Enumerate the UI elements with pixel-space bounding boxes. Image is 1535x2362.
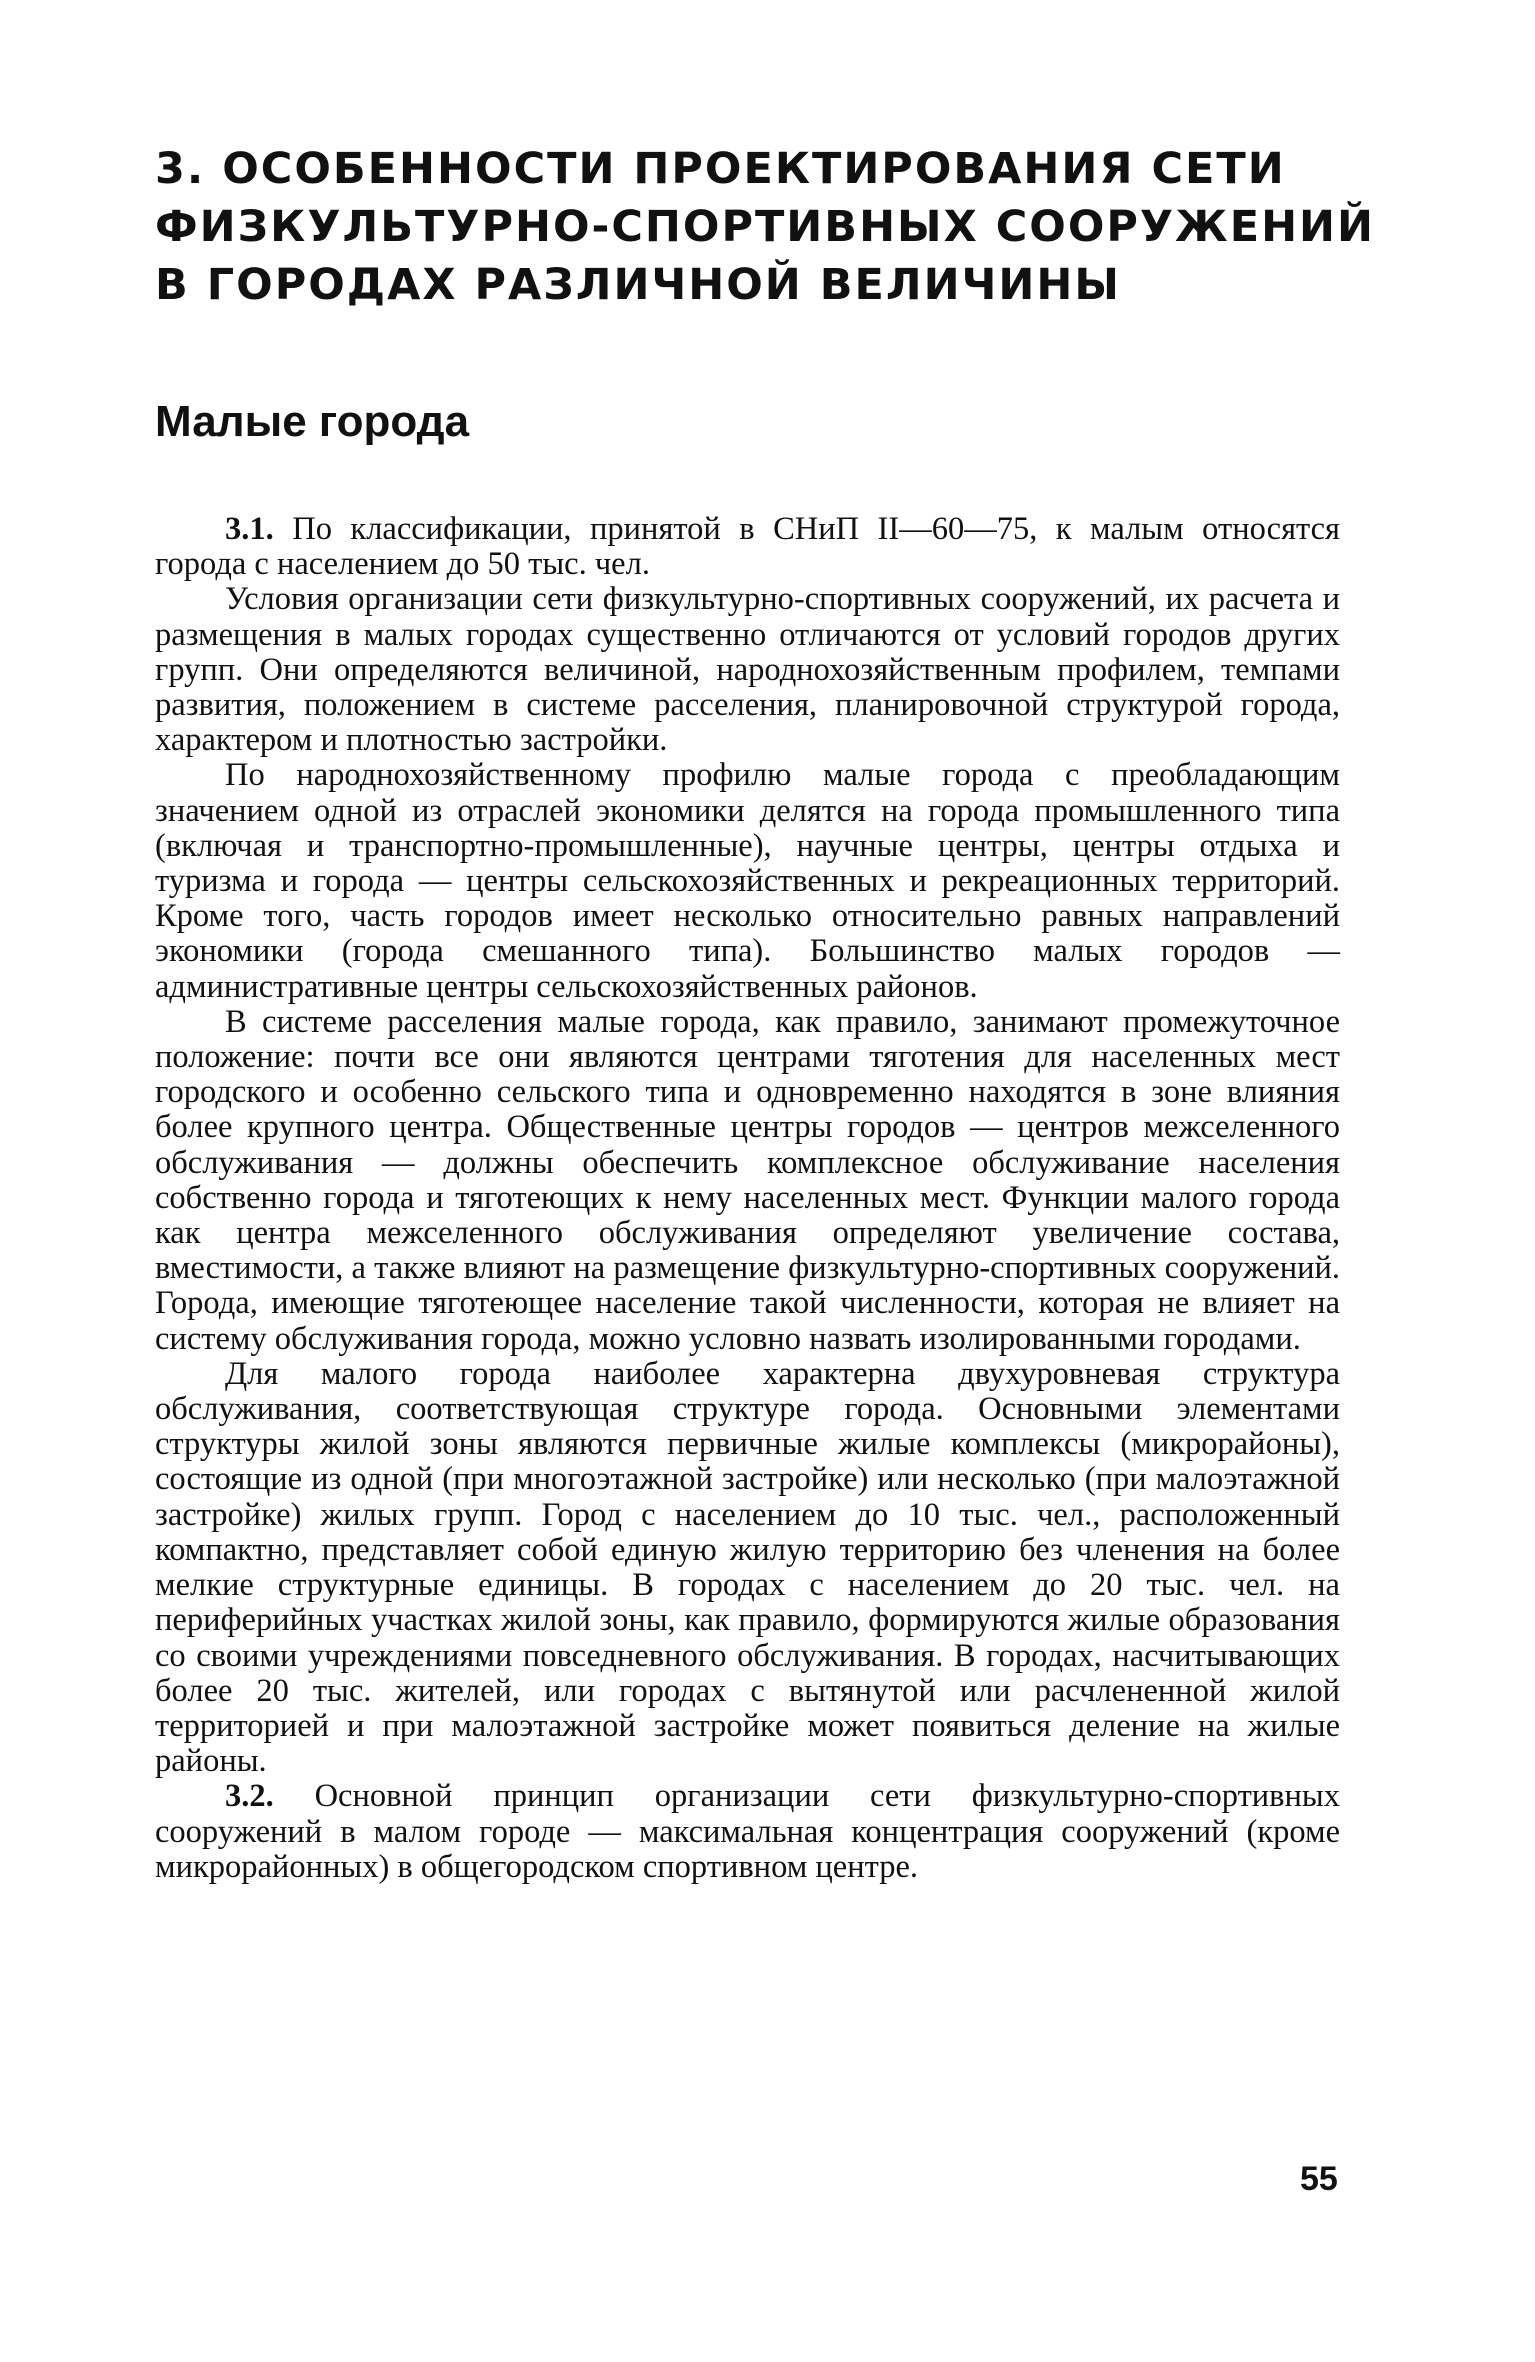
- chapter-title-line: 3. ОСОБЕННОСТИ ПРОЕКТИРОВАНИЯ СЕТИ: [155, 144, 1286, 194]
- paragraph-text: Основной принцип организации сети физкультурно-спортивных сооружений в малом городе — максимальная концентрация сооружений (кроме микрорайонных) в общегородском спортивном центре.: [155, 1778, 1341, 1885]
- body-text: [155, 512, 1340, 1885]
- paragraph: [155, 1357, 1340, 1779]
- paragraph: [155, 582, 1340, 758]
- chapter-title-line: ФИЗКУЛЬТУРНО-СПОРТИВНЫХ СООРУЖЕНИЙ: [155, 202, 1376, 252]
- chapter-title: [155, 140, 1376, 314]
- paragraph-number: 3.1.: [225, 511, 274, 547]
- page-content: [155, 140, 1376, 1885]
- paragraph-text: В системе расселения малые города, как правило, занимают промежуточное положение: почти все они являются центрами тяготения для населенных мест городского и особенно сельского типа и одновременно находятся в зоне влияния более крупного центра. Общественные центры городов — центров межселенного обслуживания — должны обеспечить комплексное обслуживание населения собственно города и тяготеющих к нему населенных мест. Функции малого города как центра межселенного обслуживания определяют увеличение состава, вместимости, а также влияют на размещение физкультурно-спортивных сооружений. Города, имеющие тяготеющее население такой численности, которая не влияет на систему обслуживания города, можно условно назвать изолированными городами.: [155, 1003, 1340, 1357]
- paragraph: [155, 1779, 1340, 1885]
- paragraph: [155, 758, 1340, 1004]
- paragraph-text: По народнохозяйственному профилю малые города с преобладающим значением одной из отраслей экономики делятся на города промышленного типа (включая и транспортно-промышленные), научные центры, центры отдыха и туризма и города — центры сельскохозяйственных и рекреационных территорий. Кроме того, часть городов имеет несколько относительно равных направлений экономики (города смешанного типа). Большинство малых городов — административные центры сельскохозяйственных районов.: [155, 757, 1340, 1005]
- paragraph: [155, 512, 1340, 582]
- paragraph-text: Условия организации сети физкультурно-спортивных сооружений, их расчета и размещения в малых городах существенно отличаются от условий городов других групп. Они определяются величиной, народнохозяйственным профилем, темпами развития, положением в системе расселения, планировочной структурой города, характером и плотностью застройки.: [155, 581, 1340, 759]
- paragraph-text: По классификации, принятой в СНиП II—60—75, к малым относятся города с населением до 50 тыс. чел.: [155, 511, 1340, 583]
- chapter-title-line: В ГОРОДАХ РАЗЛИЧНОЙ ВЕЛИЧИНЫ: [155, 260, 1121, 310]
- paragraph: [155, 1005, 1340, 1357]
- page-number: 55: [1300, 2160, 1338, 2198]
- paragraph-number: 3.2.: [225, 1778, 274, 1815]
- section-title: Малые города: [155, 397, 470, 446]
- paragraph-text: Для малого города наиболее характерна двухуровневая структура обслуживания, соответствующая структуре города. Основными элементами структуры жилой зоны являются первичные жилые комплексы (микрорайоны), состоящие из одной (при многоэтажной застройке) или несколько (при малоэтажной застройке) жилых групп. Город с населением до 10 тыс. чел., расположенный компактно, представляет собой единую жилую территорию без членения на более мелкие структурные единицы. В городах с населением до 20 тыс. чел. на периферийных участках жилой зоны, как правило, формируются жилые образования со своими учреждениями повседневного обслуживания. В городах, насчитывающих более 20 тыс. жителей, или городах с вытянутой или расчлененной жилой территорией и при малоэтажной застройке может появиться деление на жилые районы.: [155, 1355, 1340, 1780]
